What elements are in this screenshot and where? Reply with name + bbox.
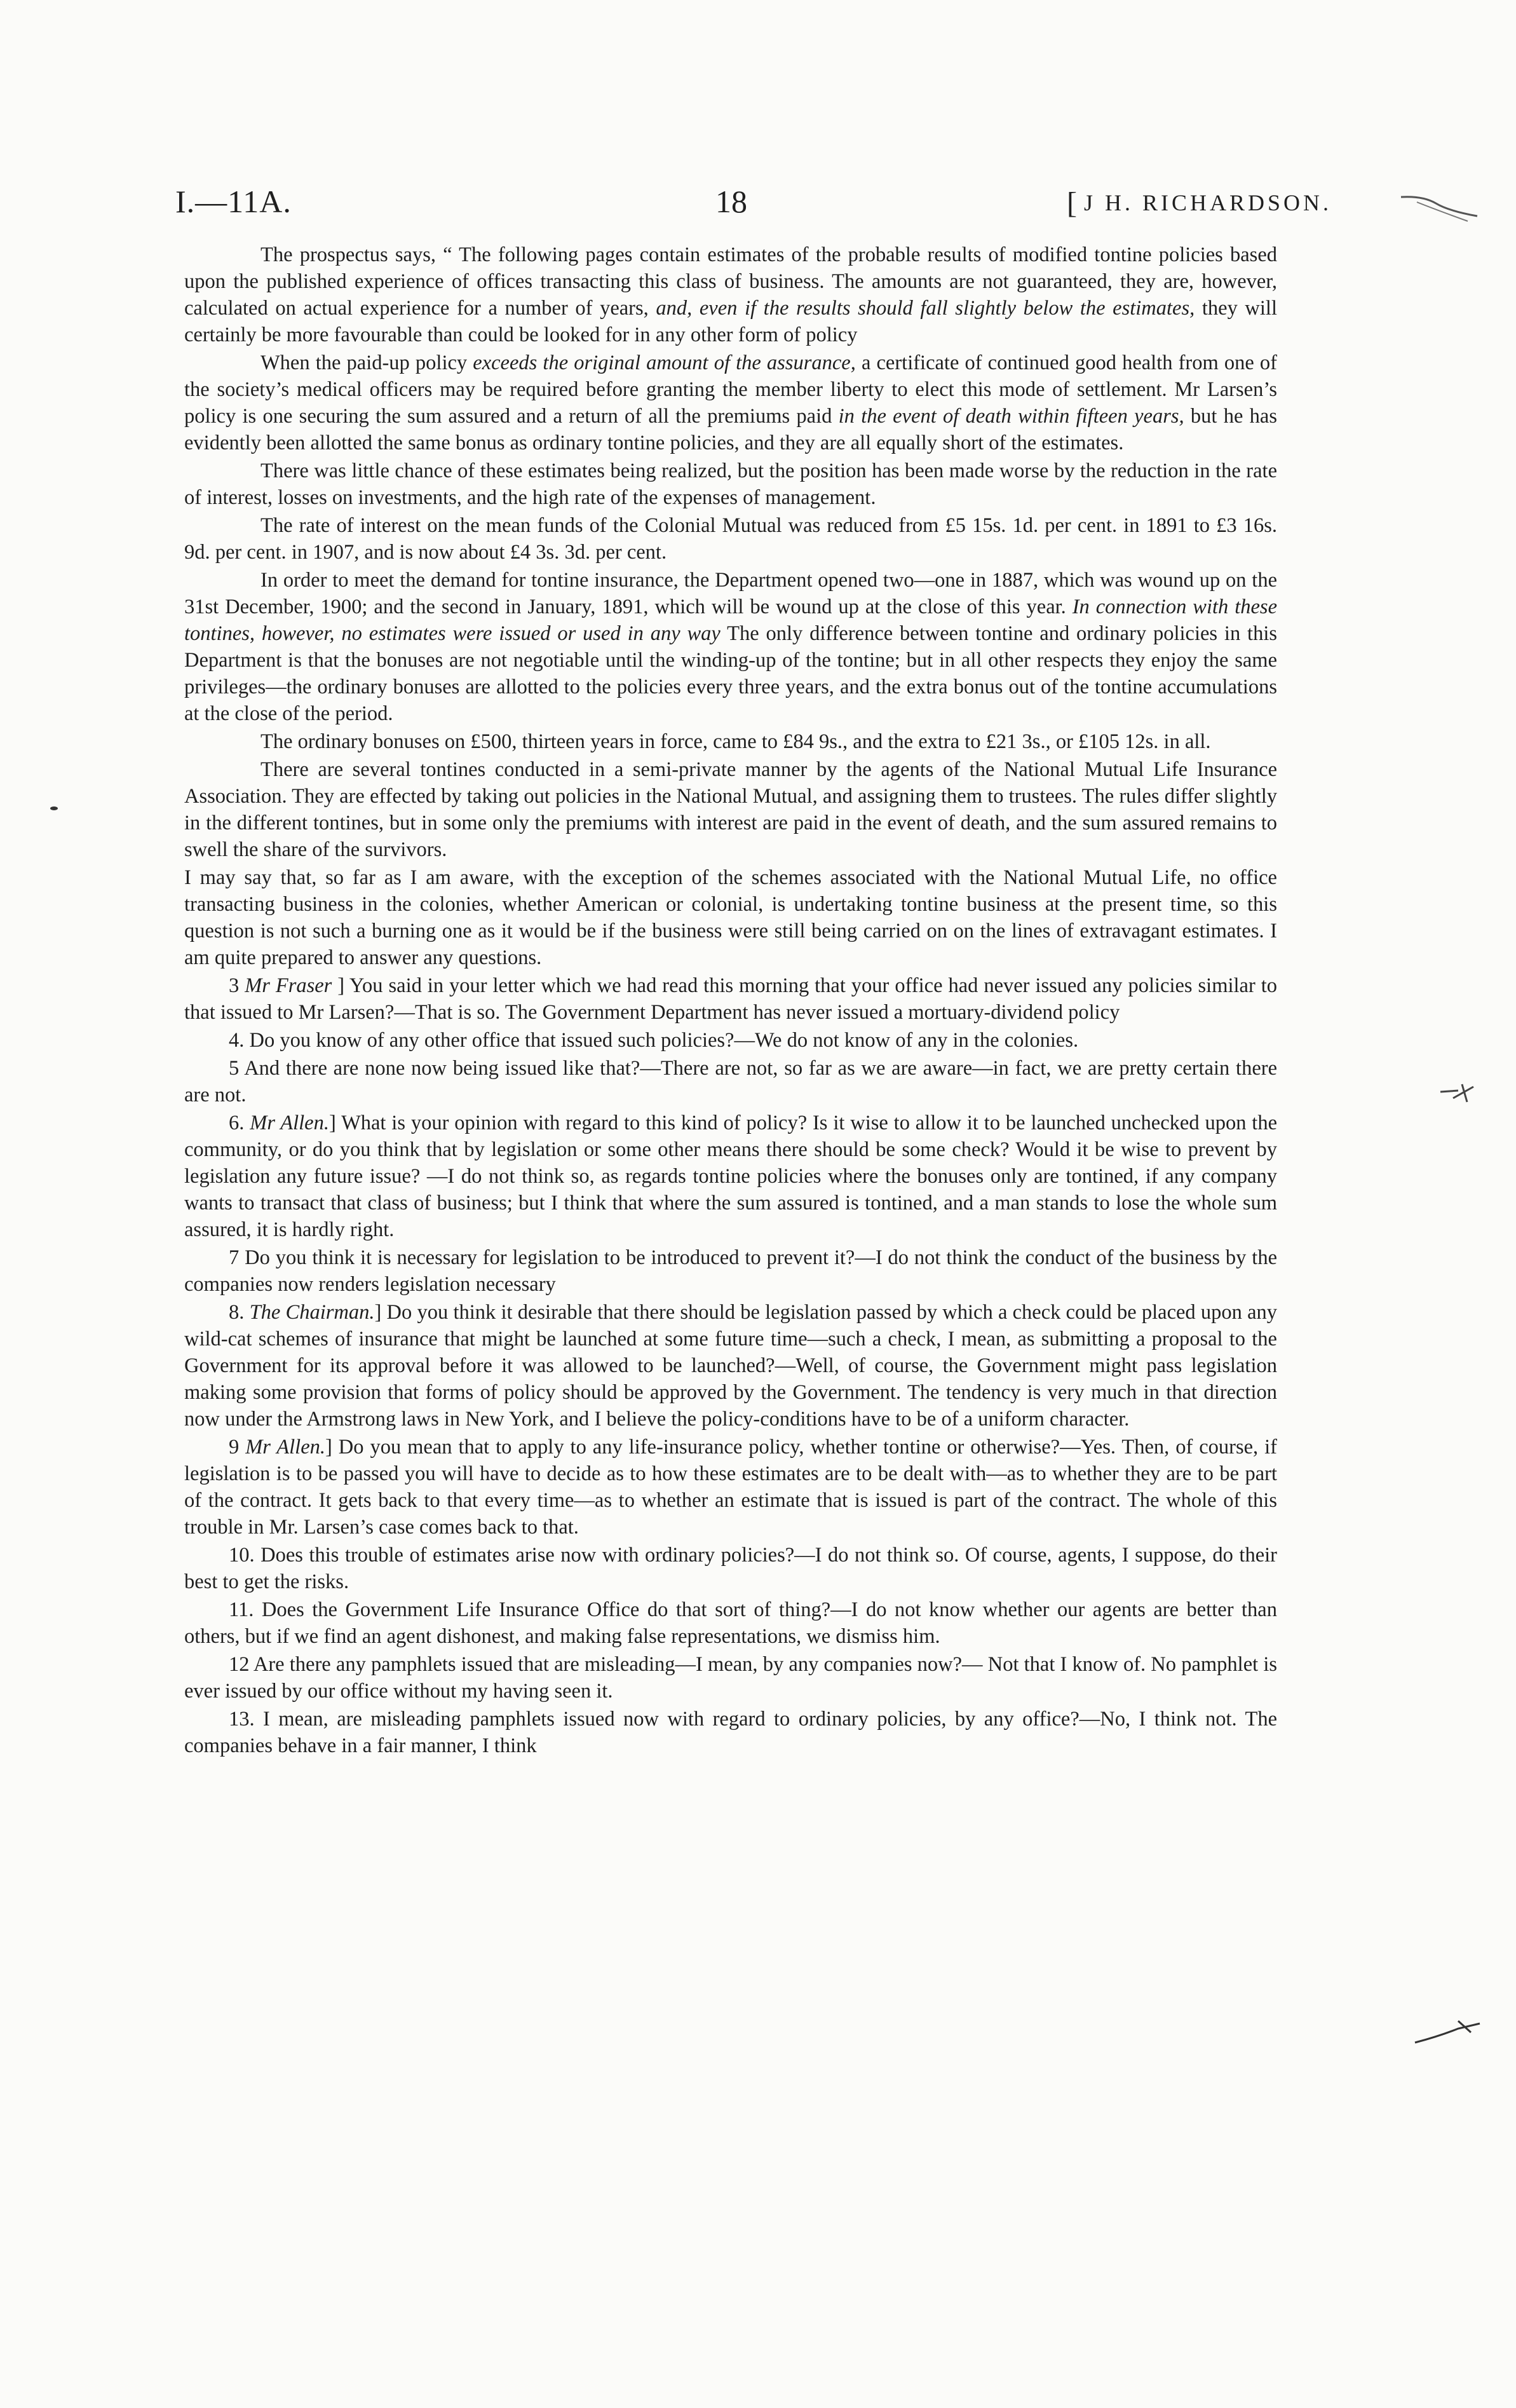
text-run: 11. Does the Government Life Insurance Office do that sort of thing?—I do not know whether our agents are better than others, but if we find an agent dishonest, and making false representations, we dismiss him. (184, 1598, 1277, 1648)
margin-tick-mark (1439, 1080, 1477, 1106)
text-run: 10. Does this trouble of estimates arise now with ordinary policies?—I do not think so. Of course, agents, I suppose, do their best to get the risks. (184, 1544, 1277, 1593)
text-run: ] Do you think it desirable that there should be legislation passed by which a check could be placed upon any wild-cat schemes of insurance that might be launched at some future time—such a check, I mean, as submitting a proposal to the Government for its approval before it was allowed to be launched?—Well, of course, the Government might pass legislation making some provision that forms of policy should be approved by the Government. The tendency is very much in that direction now under the Armstrong laws in New York, and I believe the policy-conditions have to be of a uniform character. (184, 1301, 1278, 1431)
italic-text: In connection with these tontines, however, no estimates were issued or used in any way (184, 595, 1277, 645)
text-run: When the paid-up policy (261, 351, 473, 374)
paragraph (184, 512, 1277, 566)
italic-text: and, even if the results should fall slightly below the estimates, (656, 297, 1195, 320)
text-run: 3 (229, 974, 245, 997)
margin-dot (50, 806, 58, 811)
text-run: 5 And there are none now being issued like that?—There are not, so far as we are aware—in fact, we are pretty certain there are not. (184, 1057, 1277, 1106)
text-run: 6. (229, 1112, 250, 1134)
text-run: The only difference between tontine and ordinary policies in this Department is that the bonuses are not negotiable until the winding-up of the tontine; but in all other respects they enjoy the same privileges—the ordinary bonuses are allotted to the policies every three years, and the extra bonus out of the tontine accumulations at the close of the period. (184, 622, 1277, 725)
document-body (184, 241, 1277, 1760)
text-run: 9 (229, 1436, 246, 1459)
question-paragraph (184, 1110, 1277, 1243)
text-run: The rate of interest on the mean funds of the Colonial Mutual was reduced from £5 15s. 1d. per cent. in 1891 to £3 16s. 9d. per cent. in 1907, and is now about £4 3s. 3d. per cent. (184, 514, 1277, 564)
text-run: There was little chance of these estimates being realized, but the position has been made worse by the reduction in the rate of interest, losses on investments, and the high rate of the expenses of management. (184, 459, 1277, 509)
question-paragraph (184, 1434, 1277, 1541)
paragraph (184, 458, 1277, 511)
italic-text: Mr Allen. (245, 1436, 325, 1459)
witness-name-text: J H. RICHARDSON. (1083, 190, 1332, 215)
italic-text: Mr Fraser (245, 974, 332, 997)
page-header (175, 183, 1332, 224)
text-run: There are several tontines conducted in a semi-private manner by the agents of the National Mutual Life Insurance Association. They are effected by taking out policies in the National Mutual, and assigning them to trustees. The rules differ slightly in the different tontines, but in some only the premiums with interest are paid in the event of death, and the sum assured remains to swell the share of the survivors. (184, 758, 1277, 861)
text-run: I may say that, so far as I am aware, with the exception of the schemes associated with the National Mutual Life, no office transacting business in the colonies, whether American or colonial, is undertaking tontine business at the present time, so this question is not such a burning one as it would be if the business were still being carried on on the lines of extravagant estimates. I am quite prepared to answer any questions. (184, 866, 1277, 969)
question-paragraph (184, 1651, 1277, 1704)
question-paragraph (184, 1596, 1277, 1650)
question-paragraph (184, 1299, 1277, 1432)
question-paragraph (184, 1027, 1277, 1054)
question-paragraph (184, 1542, 1277, 1595)
margin-scribble-top (1398, 191, 1480, 229)
paragraph (184, 241, 1277, 348)
italic-text: Mr Allen. (250, 1112, 329, 1134)
text-run: 13. I mean, are misleading pamphlets issued now with regard to ordinary policies, by any office?—No, I think not. The companies behave in a fair manner, I think (184, 1708, 1277, 1757)
paragraph (184, 756, 1277, 863)
question-paragraph (184, 972, 1277, 1026)
text-run: 4. Do you know of any other office that issued such policies?—We do not know of any in the colonies. (229, 1029, 1079, 1052)
text-run: ] You said in your letter which we had read this morning that your office had never issued any policies similar to that issued to Mr Larsen?—That is so. The Government Department has never issued a mortuary-dividend policy (184, 974, 1277, 1024)
paragraph (184, 350, 1277, 456)
page-number: 18 (715, 184, 747, 219)
paragraph (184, 728, 1277, 755)
text-run: but he has evidently been allotted the same bonus as ordinary tontine policies, and they are all equally short of the estimates. (184, 405, 1278, 454)
text-run: The ordinary bonuses on £500, thirteen years in force, came to £84 9s., and the extra to £21 3s., or £105 12s. in all. (261, 730, 1211, 753)
paragraph (184, 864, 1277, 971)
text-run: In order to meet the demand for tontine insurance, the Department opened two—one in 1887, which was wound up on the 31st December, 1900; and the second in January, 1891, which will be wound up at the close of this year. (184, 569, 1277, 618)
text-run: 7 Do you think it is necessary for legislation to be introduced to prevent it?—I do not think the conduct of the business by the companies now renders legislation necessary (184, 1246, 1277, 1296)
text-run: they will certainly be more favourable than could be looked for in any other form of policy (184, 297, 1277, 346)
question-paragraph (184, 1706, 1277, 1759)
text-run: ] What is your opinion with regard to this kind of policy? Is it wise to allow it to be launched unchecked upon the community, or do you think that by legislation or some other means there should be some check? Would it be wise to prevent by legislation any future issue? —I do not think so, as regards tontine policies where the bonuses only are tontined, if any company wants to transact that class of business; but I think that where the sum assured is tontined, and a man stands to lose the whole sum assured, it is hardly right. (184, 1112, 1278, 1241)
bracket-glyph: [ (1066, 186, 1080, 220)
text-run: 12 Are there any pamphlets issued that are misleading—I mean, by any companies now?— Not that I know of. No pamphlet is ever issued by our office without my having seen it. (184, 1653, 1277, 1703)
paragraph (184, 567, 1277, 727)
witness-name (1067, 186, 1332, 221)
text-run: ] Do you mean that to apply to any life-insurance policy, whether tontine or otherwise?—Yes. Then, of course, if legislation is to be passed you will have to decide as to how these estimates are to be dealt with—as to whether they are to be part of the contract. It gets back to that every time—as to whether an estimate that is issued is part of the contract. The whole of this trouble in Mr. Larsen’s case comes back to that. (184, 1436, 1277, 1539)
document-reference: I.—11A. (175, 184, 292, 219)
italic-text: The Chairman. (249, 1301, 375, 1324)
text-run: 8. (229, 1301, 250, 1324)
text-run: a certificate of continued good health from one of the society’s medical officers may be required before granting the member liberty to elect this mode of settlement. Mr Larsen’s policy is one securing the sum assured and a return of all the premiums paid (184, 351, 1277, 428)
question-paragraph (184, 1055, 1277, 1108)
italic-text: exceeds the original amount of the assurance, (473, 351, 856, 374)
italic-text: in the event of death within fifteen years, (838, 405, 1184, 428)
margin-scribble-bottom (1414, 2015, 1484, 2046)
text-run: The prospectus says, “ The following pages contain estimates of the probable results of modified tontine policies based upon the published experience of offices transacting this class of business. The amounts are not guaranteed, they are, however, calculated on actual experience for a number of years, (184, 243, 1277, 320)
question-paragraph (184, 1244, 1277, 1298)
